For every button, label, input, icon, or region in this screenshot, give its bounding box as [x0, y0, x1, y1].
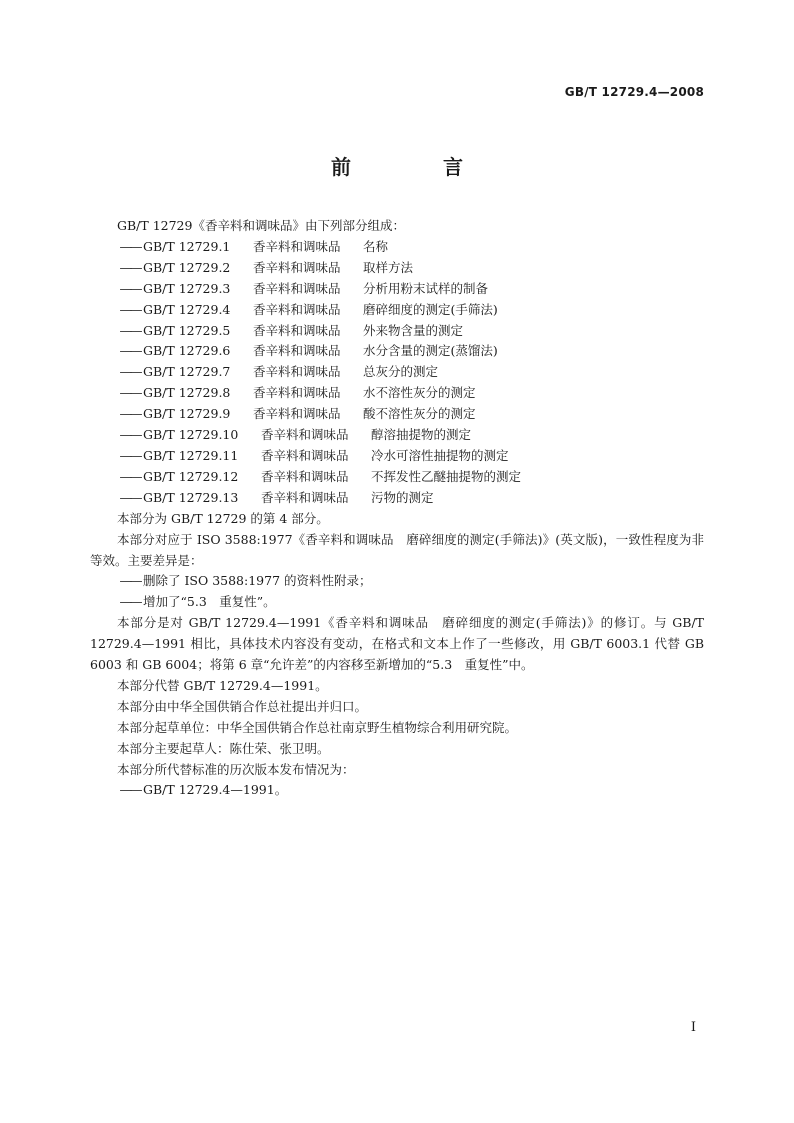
revision-paragraph: 本部分是对 GB/T 12729.4—1991《香辛料和调味品 磨碎细度的测定(手筛法)》的修订。与 GB/T 12729.4—1991 相比，具体技术内容没有变动，在格式和文本上作了一些修改，用 GB/T 6003.1 代替 GB 6003 和 GB 6004；将第 6 章“允许差”的内容移至新增加的“5.3 重复性”中。	[90, 615, 704, 673]
list-item: —— GB/T 12729.10 香辛料和调味品 醇溶抽提物的测定	[119, 427, 472, 443]
list-item: —— GB/T 12729.5 香辛料和调味品 外来物含量的测定	[119, 322, 464, 338]
page-number: I	[690, 1020, 696, 1035]
history-paragraph: 本部分所代替标准的历次版本发布情况为：	[117, 761, 355, 777]
list-item: —— GB/T 12729.2 香辛料和调味品 取样方法	[119, 259, 414, 275]
list-item: —— GB/T 12729.7 香辛料和调味品 总灰分的测定	[119, 364, 439, 380]
part-number-paragraph: 本部分为 GB/T 12729 的第 4 部分。	[117, 510, 329, 526]
proposer-paragraph: 本部分由中华全国供销合作总社提出并归口。	[117, 698, 368, 714]
list-item: —— GB/T 12729.11 香辛料和调味品 冷水可溶性抽提物的测定	[119, 447, 509, 463]
document-code: GB/T 12729.4—2008	[564, 85, 704, 99]
differences-list	[90, 571, 704, 613]
drafters-paragraph: 本部分主要起草人：陈仕荣、张卫明。	[117, 740, 330, 756]
drafting-unit-paragraph: 本部分起草单位：中华全国供销合作总社南京野生植物综合利用研究院。	[117, 719, 518, 735]
list-item: —— 删除了 ISO 3588:1977 的资料性附录；	[119, 573, 372, 589]
list-item: —— GB/T 12729.9 香辛料和调味品 酸不溶性灰分的测定	[119, 406, 476, 422]
list-item: —— GB/T 12729.12 香辛料和调味品 不挥发性乙醚抽提物的测定	[119, 468, 522, 484]
list-item: —— GB/T 12729.6 香辛料和调味品 水分含量的测定(蒸馏法)	[119, 343, 498, 359]
list-item: —— 增加了“5.3 重复性”。	[119, 594, 276, 610]
list-item: —— GB/T 12729.1 香辛料和调味品 名称	[119, 238, 389, 254]
iso-correspondence-paragraph: 本部分对应于 ISO 3588:1977《香辛料和调味品 磨碎细度的测定(手筛法)》(英文版)，一致性程度为非等效。主要差异是：	[90, 531, 704, 568]
list-item: —— GB/T 12729.3 香辛料和调味品 分析用粉末试样的制备	[119, 280, 489, 296]
intro-paragraph: GB/T 12729《香辛料和调味品》由下列部分组成：	[117, 218, 405, 233]
history-list	[90, 780, 704, 801]
list-item: —— GB/T 12729.4 香辛料和调味品 磨碎细度的测定(手筛法)	[119, 301, 498, 317]
list-item: —— GB/T 12729.8 香辛料和调味品 水不溶性灰分的测定	[119, 385, 476, 401]
parts-list	[90, 237, 704, 509]
replacement-paragraph: 本部分代替 GB/T 12729.4—1991。	[117, 677, 328, 693]
page-title: 前 言	[331, 155, 499, 179]
list-item: —— GB/T 12729.13 香辛料和调味品 污物的测定	[119, 489, 434, 505]
list-item: —— GB/T 12729.4—1991。	[119, 782, 288, 798]
foreword-body	[90, 216, 704, 801]
